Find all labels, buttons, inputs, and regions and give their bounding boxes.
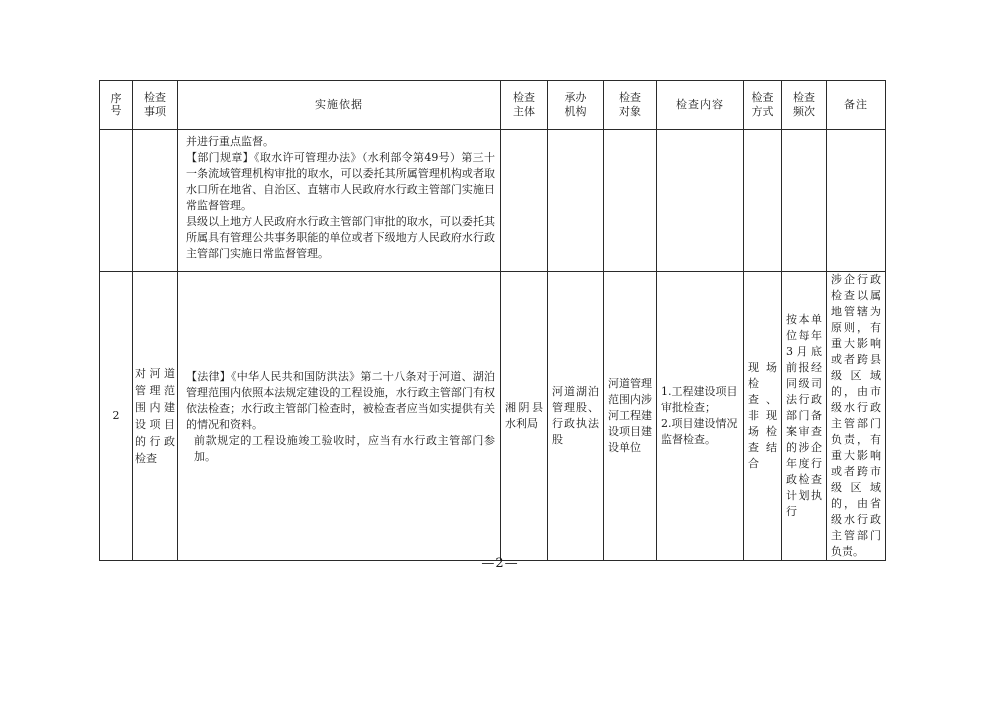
header-subject: 检查主体 bbox=[501, 81, 548, 130]
row1-basis-line-2: 【部门规章】《取水许可管理办法》（水利部令第49号）第三十一条流域管理机构审批的取水，可以委托其所属管理机构或者取水口所在地省、自治区、直辖市人民政府水行政主管部门实施日常监督管理。 bbox=[186, 151, 495, 212]
row2-content-line-1: 1.工程建设项目审批检查； bbox=[661, 385, 738, 414]
row2-basis bbox=[178, 272, 501, 561]
page-number: —2— bbox=[481, 556, 519, 571]
inspection-table bbox=[99, 80, 886, 561]
row1-basis-line-1: 并进行重点监督。 bbox=[186, 135, 274, 148]
row2-object: 河道管理范围内涉河工程建设项目建设单位 bbox=[604, 272, 657, 561]
header-method: 检查方式 bbox=[744, 81, 782, 130]
row1-remark bbox=[827, 130, 886, 272]
header-object: 检查对象 bbox=[604, 81, 657, 130]
row1-seq bbox=[100, 130, 133, 272]
header-frequency: 检查频次 bbox=[782, 81, 827, 130]
row1-org bbox=[548, 130, 604, 272]
header-content: 检查内容 bbox=[657, 81, 744, 130]
row1-frequency bbox=[782, 130, 827, 272]
table-header-row bbox=[100, 81, 886, 130]
header-org: 承办机构 bbox=[548, 81, 604, 130]
row1-content bbox=[657, 130, 744, 272]
row2-seq: 2 bbox=[100, 272, 133, 561]
row2-basis-line-1: 【法律】《中华人民共和国防洪法》第二十八条对于河道、湖泊管理范围内依照本法规定建设的工程设施，水行政主管部门有权依法检查；水行政主管部门检查时，被检查者应当如实提供有关的情况和资料。 bbox=[186, 370, 495, 431]
row1-basis bbox=[178, 130, 501, 272]
row2-basis-line-2: 前款规定的工程设施竣工验收时，应当有水行政主管部门参加。 bbox=[194, 434, 495, 463]
row2-org: 河道湖泊管理股、行政执法股 bbox=[548, 272, 604, 561]
row2-method: 现场检查、非现场检查结合 bbox=[744, 272, 782, 561]
row1-method bbox=[744, 130, 782, 272]
row2-remark: 涉企行政检查以属地管辖为原则，有重大影响或者跨县级区域的，由市级水行政主管部门负责，有重大影响或者跨市级区域的，由省级水行政主管部门负责。 bbox=[827, 272, 886, 561]
row1-object bbox=[604, 130, 657, 272]
row2-item: 对河道管理范围内建设项目的行政检查 bbox=[133, 272, 178, 561]
header-item: 检查事项 bbox=[133, 81, 178, 130]
header-remark: 备注 bbox=[827, 81, 886, 130]
row2-content bbox=[657, 272, 744, 561]
row2-content-line-2: 2.项目建设情况监督检查。 bbox=[661, 417, 738, 446]
row2-subject: 湘阴县水利局 bbox=[501, 272, 548, 561]
header-basis: 实施依据 bbox=[178, 81, 501, 130]
header-seq: 序号 bbox=[100, 81, 133, 130]
table-row bbox=[100, 272, 886, 561]
row1-item bbox=[133, 130, 178, 272]
row1-subject bbox=[501, 130, 548, 272]
row2-frequency: 按本单位每年3月底前报经同级司法行政部门备案审查的涉企年度行政检查计划执行 bbox=[782, 272, 827, 561]
table-row bbox=[100, 130, 886, 272]
row1-basis-line-3: 县级以上地方人民政府水行政主管部门审批的取水，可以委托其所属具有管理公共事务职能的单位或者下级地方人民政府水行政主管部门实施日常监督管理。 bbox=[186, 215, 495, 260]
